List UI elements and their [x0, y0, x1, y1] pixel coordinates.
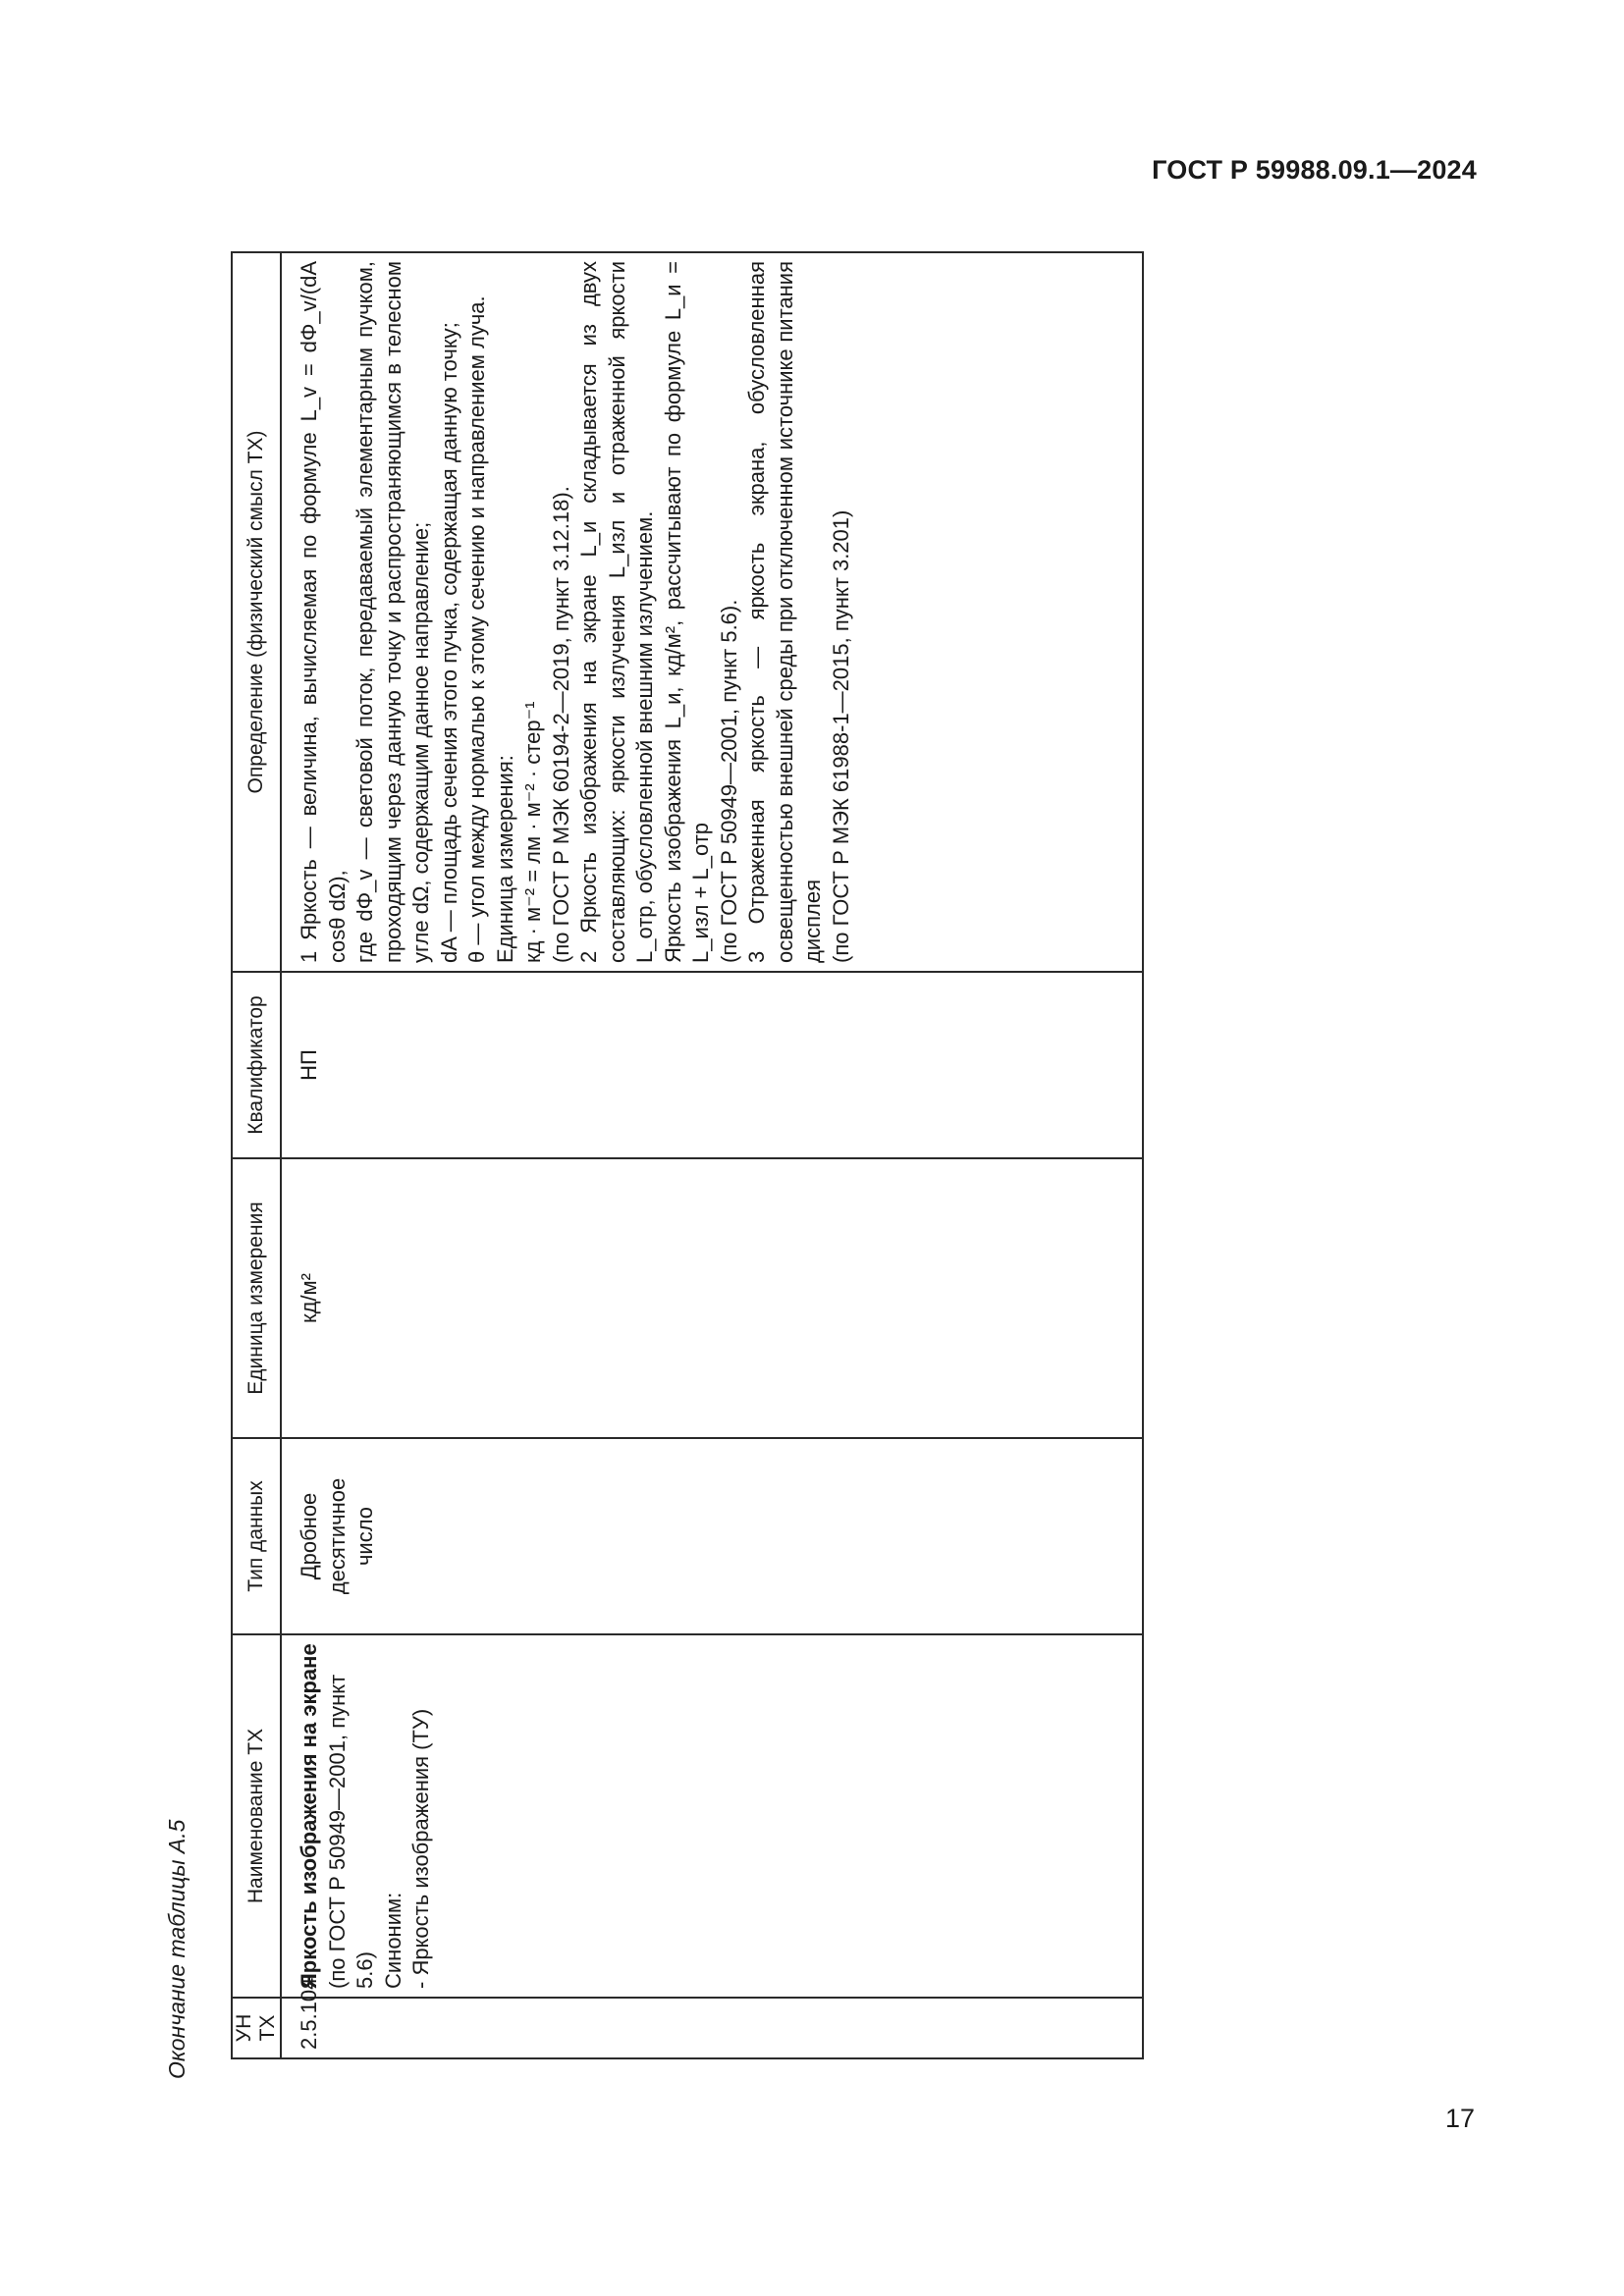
characteristics-table: [231, 251, 1144, 2059]
synonym-label: Синоним:: [380, 1892, 406, 1989]
table-header-row: [232, 252, 281, 2058]
name-reference: (по ГОСТ Р 50949—2001, пункт 5.6): [324, 1674, 377, 1989]
def-p1-unit: кд · м⁻² = лм · м⁻² · стер⁻¹: [520, 701, 545, 963]
def-p2-ref: (по ГОСТ Р 50949—2001, пункт 5.6).: [716, 599, 741, 963]
table-row: [281, 252, 1143, 2058]
data-type-line: число: [352, 1506, 377, 1567]
col-header-name: Наименование ТХ: [232, 1634, 281, 1998]
def-p3-ref: (по ГОСТ Р МЭК 61988-1—2015, пункт 3.201): [828, 509, 853, 963]
col-header-qualifier: Квалификатор: [232, 972, 281, 1158]
def-p1-formula: L_v = dΦ_v/(dA cosθ dΩ),: [297, 261, 350, 963]
data-type-line: десятичное: [324, 1477, 350, 1595]
rotated-table-block: [152, 234, 1095, 2079]
def-p3: 3 Отраженная яркость — яркость экрана, обусловленная освещенностью внешней среды при отключенном источнике питания дисплея: [744, 261, 825, 963]
col-header-unit: Единица измерения: [232, 1158, 281, 1438]
cell-qualifier: НП: [281, 972, 1143, 1158]
col-header-code: УН ТХ: [232, 1998, 281, 2058]
name-title: Яркость изображения на экране: [297, 1643, 321, 1989]
def-p1-ref: (по ГОСТ Р МЭК 60194-2—2019, пункт 3.12.18).: [548, 486, 573, 963]
def-p2b: Яркость изображения L_и, кд/м², рассчитывают по формуле L_и = L_изл + L_отр: [660, 261, 713, 963]
def-p1-title: 1 Яркость — величина, вычисляемая по формуле: [297, 432, 321, 963]
def-p2: 2 Яркость изображения на экране L_и складывается из двух составляющих: яркости излучения L_изл и отраженной яркости L_отр, обусловленной внешним излучением.: [576, 261, 657, 963]
page-number: 17: [1444, 2104, 1475, 2133]
col-header-definition: Определение (физический смысл ТХ): [232, 252, 281, 972]
def-p1-theta: θ — угол между нормалью к этому сечению и направлением луча.: [464, 295, 489, 963]
col-header-type: Тип данных: [232, 1438, 281, 1634]
document-code: ГОСТ Р 59988.09.1—2024: [1152, 155, 1477, 185]
def-p1-where: где dΦ_v — световой поток, передаваемый элементарным пучком, проходящим через данную точку и распространяющимся в телесном угле dΩ, содержащим данное направление;: [352, 261, 433, 963]
table-caption: Окончание таблицы А.5: [164, 1819, 189, 2079]
cell-definition: [281, 252, 1143, 972]
def-p1-dA: dA — площадь сечения этого пучка, содержащая данную точку;: [436, 322, 461, 963]
cell-unit: кд/м²: [281, 1158, 1143, 1438]
synonym-value: - Яркость изображения (ТУ): [408, 1708, 433, 1989]
data-type-line: Дробное: [297, 1492, 321, 1580]
cell-name: [281, 1634, 1143, 1998]
def-p1-unit-label: Единица измерения:: [492, 755, 517, 963]
cell-code: 2.5.104: [281, 1998, 1143, 2058]
cell-data-type: [281, 1438, 1143, 1634]
